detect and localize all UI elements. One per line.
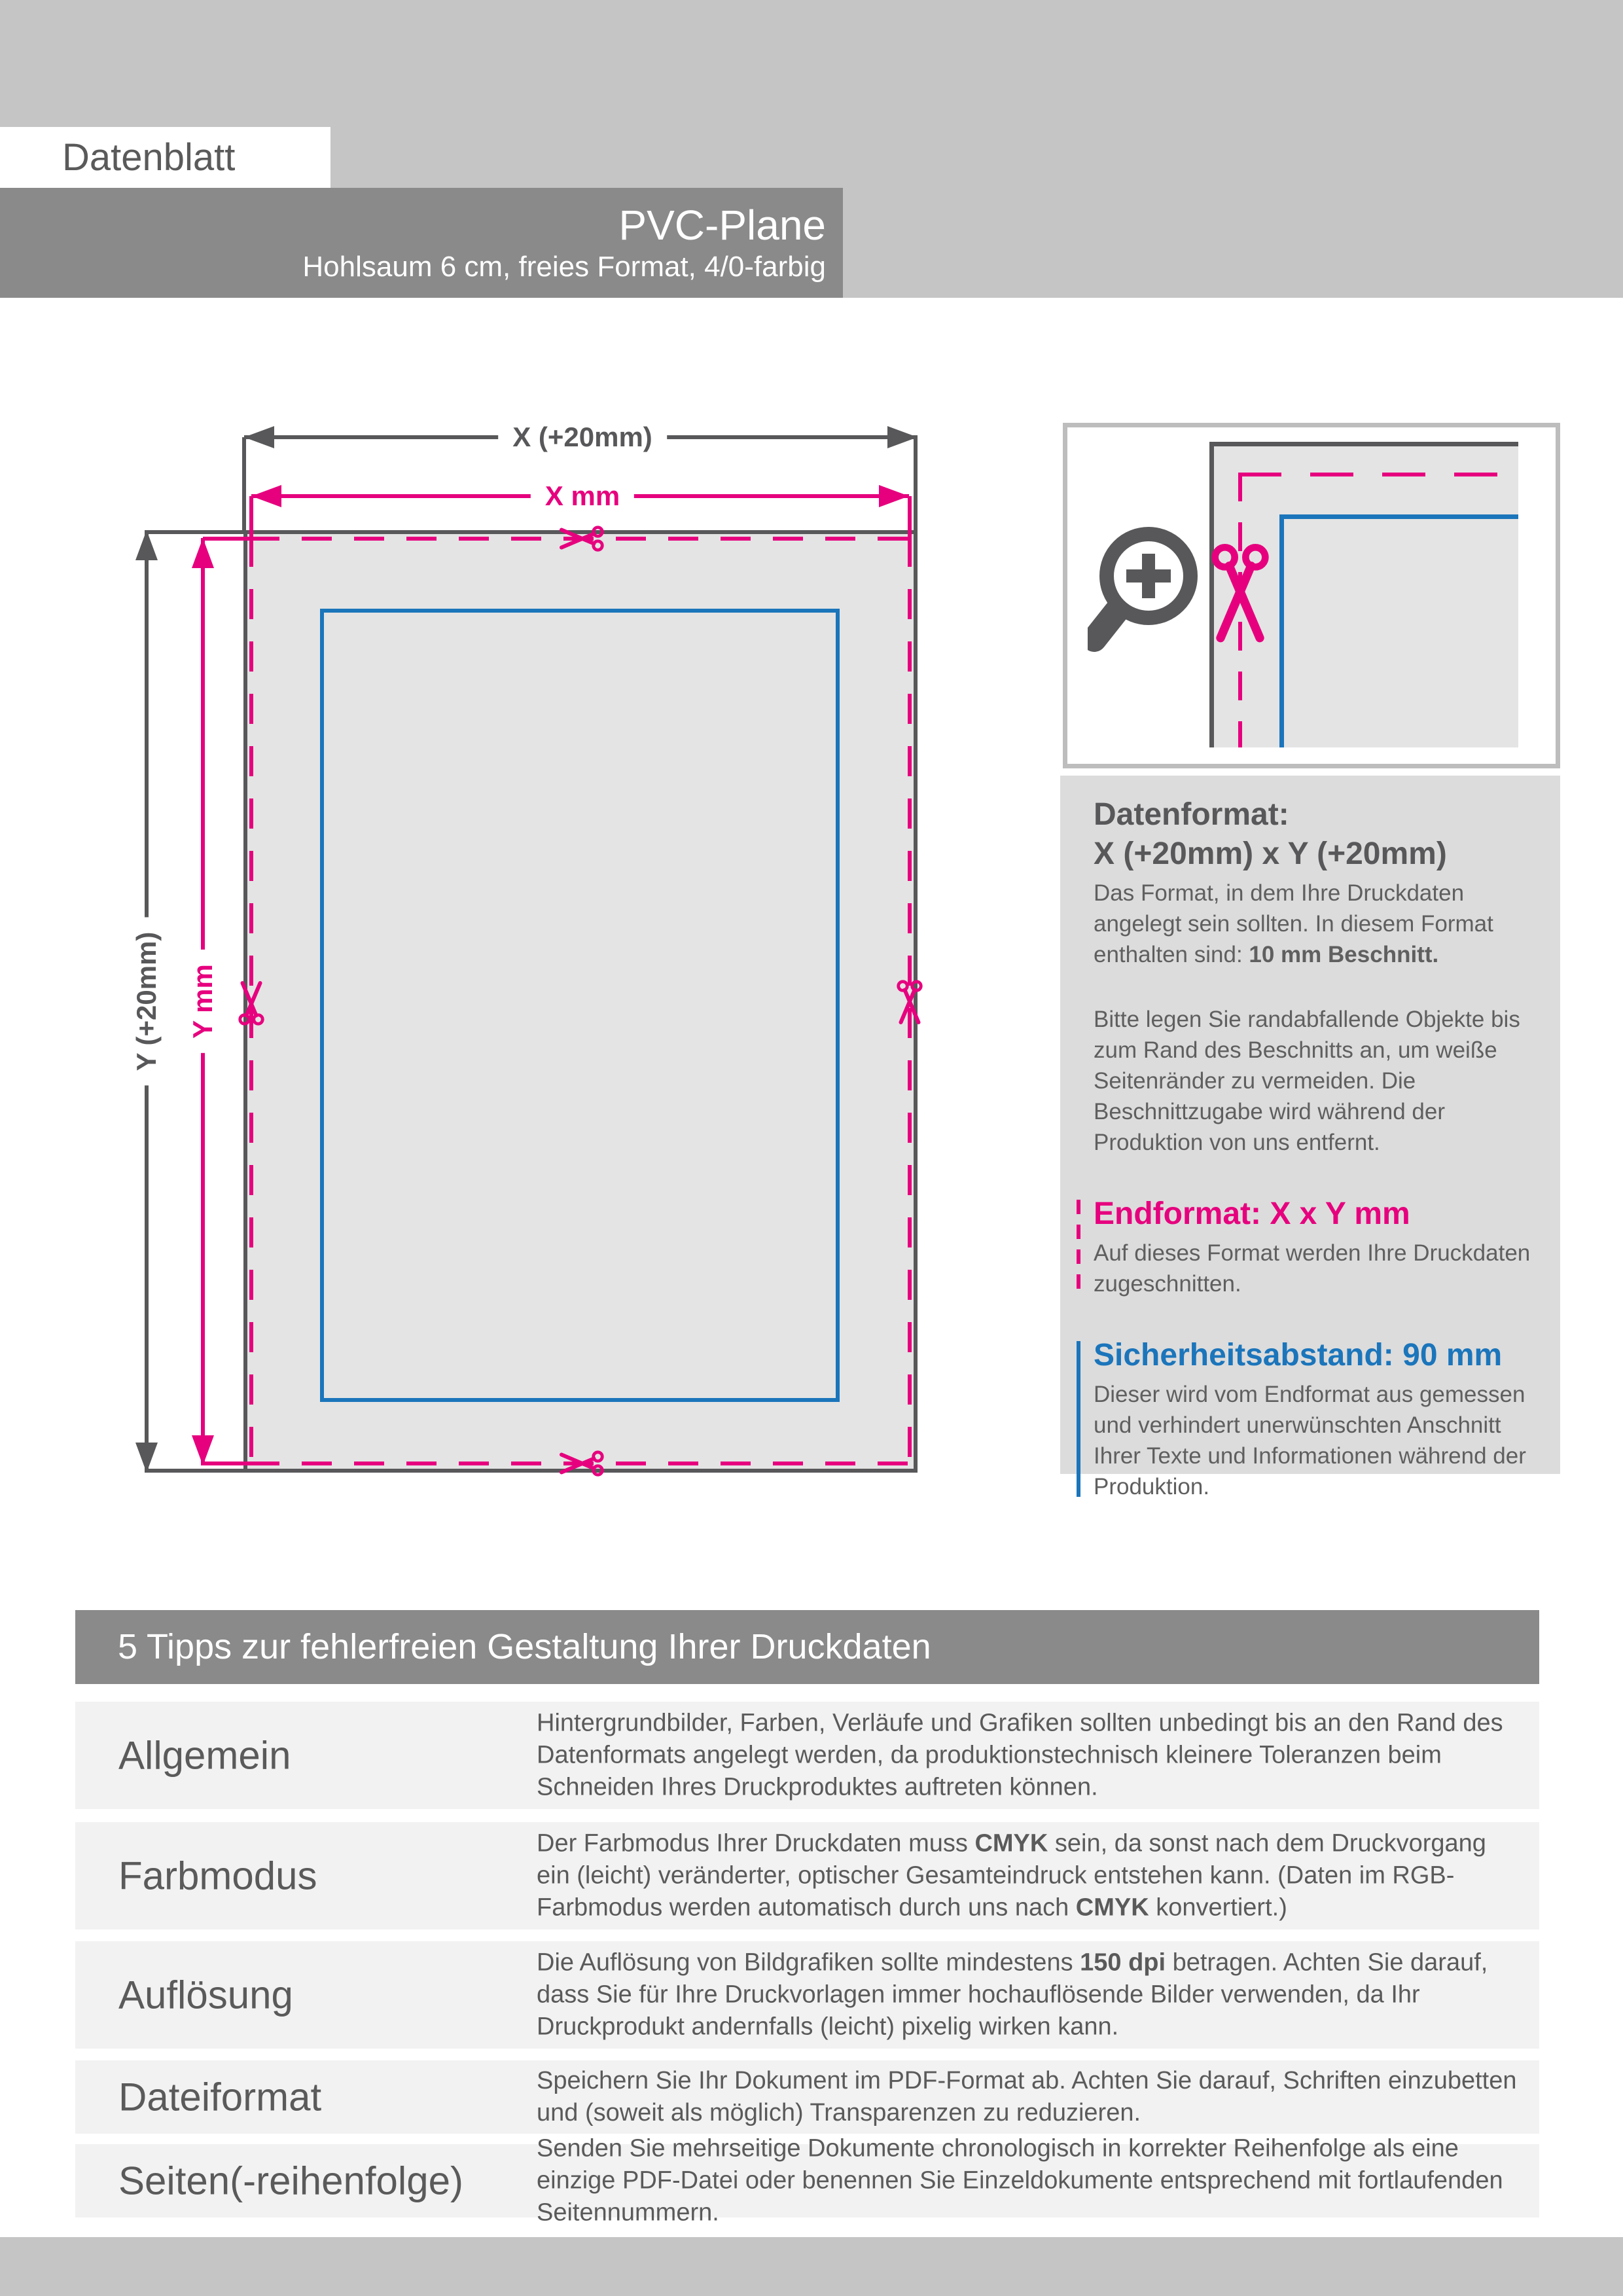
product-header-bar: [0, 188, 843, 298]
tip-text-segment: Hintergrundbilder, Farben, Verläufe und Grafiken sollten unbedingt bis an den Rand des Datenformats angelegt werden, da produktionstechnisch kleinere Toleranzen beim Schneiden Ihres Druckproduktes auftreten können.: [537, 1709, 1503, 1801]
dim-x-inner-label: X mm: [531, 480, 634, 512]
arrowhead-icon: [879, 485, 909, 507]
tip-text: [537, 2065, 1525, 2129]
datenformat-formula: X (+20mm) x Y (+20mm): [1094, 836, 1447, 871]
footer-band: [0, 2237, 1623, 2296]
tip-text-segment: Senden Sie mehrseitige Dokumente chronologisch in korrekter Reihenfolge als eine einzige PDF-Datei oder benennen Sie Einzeldokumente entsprechend mit fortlaufenden Seitennummern.: [537, 2134, 1503, 2227]
tip-row-dateiformat: [75, 2060, 1539, 2134]
datenformat-p1-bold: 10 mm Beschnitt.: [1249, 942, 1439, 967]
datenformat-title: Datenformat:: [1094, 797, 1289, 832]
datenformat-paragraph-2: Bitte legen Sie randabfallende Objekte bis zum Rand des Beschnitts an, um weiße Seitenränder zu vermeiden. Die Beschnittzugabe wird während der Produktion von uns entfernt.: [1094, 1007, 1520, 1155]
endformat-dash-marker: [1077, 1200, 1080, 1294]
product-title: PVC-Plane: [618, 202, 826, 249]
tip-text-segment: konvertiert.): [1149, 1893, 1287, 1922]
tips-title: 5 Tipps zur fehlerfreien Gestaltung Ihrer Druckdaten: [118, 1627, 931, 1666]
tip-label: Allgemein: [118, 1733, 291, 1778]
tip-text: [537, 2133, 1525, 2229]
dim-y-outer-ext-bottom: [147, 1469, 243, 1473]
tip-text-bold: CMYK: [974, 1829, 1048, 1857]
tip-text-segment: Der Farbmodus Ihrer Druckdaten muss: [537, 1829, 975, 1857]
safety-title: Sicherheitsabstand: 90 mm: [1094, 1338, 1503, 1372]
dim-x-outer-ext-right: [914, 437, 918, 532]
dim-x-inner-ext-right: [908, 496, 912, 538]
dim-y-inner-ext-top: [203, 537, 249, 541]
format-info-panel: [1060, 776, 1560, 1499]
tip-row-allgemein: [75, 1702, 1539, 1809]
tip-label: Auflösung: [118, 1973, 293, 2017]
detail-safety-line-v: [1279, 514, 1284, 747]
tip-text-segment: Die Auflösung von Bildgrafiken sollte mindestens: [537, 1948, 1080, 1977]
scissors-icon: [236, 979, 266, 1026]
dim-x-outer-ext-left: [242, 437, 246, 532]
scissors-icon: [895, 979, 925, 1026]
tip-text-segment: betragen. Achten Sie darauf, dass Sie für Ihre Druckvorlagen immer hochauflösende Bilder verwenden, da Ihr Druckprodukt andernfalls (leicht) pixelig wirken kann.: [537, 1948, 1488, 2041]
tip-text: [537, 1947, 1525, 2043]
datenblatt-label: Datenblatt: [62, 136, 236, 179]
tip-row-farbmodus: [75, 1822, 1539, 1929]
datenformat-paragraph-1: [1094, 878, 1542, 970]
safety-margin-rectangle: [320, 609, 840, 1402]
datenformat-p1-text: Das Format, in dem Ihre Druckdaten angelegt sein sollten. In diesem Format enthalten sind:: [1094, 880, 1493, 967]
tip-text: [537, 1708, 1525, 1804]
endformat-title: Endformat: X x Y mm: [1094, 1196, 1410, 1231]
tip-row-seitenreihenfolge: [75, 2134, 1539, 2227]
safety-text: Dieser wird vom Endformat aus gemessen und verhindert unerwünschten Anschnitt Ihrer Texte und Informationen während der Produktion.: [1094, 1382, 1526, 1499]
zoom-plus-icon: [1088, 512, 1212, 666]
arrowhead-icon: [192, 538, 214, 568]
tip-label: Farbmodus: [118, 1854, 317, 1898]
product-subtitle: Hohlsaum 6 cm, freies Format, 4/0-farbig: [302, 250, 826, 283]
tip-text-segment: Speichern Sie Ihr Dokument im PDF-Format ab. Achten Sie darauf, Schriften einzubetten und (soweit als möglich) Transparenzen zu reduzieren.: [537, 2067, 1517, 2126]
dim-y-outer-label: Y (+20mm): [131, 918, 162, 1086]
dim-y-inner-ext-bottom: [203, 1462, 249, 1465]
detail-safety-line-h: [1279, 514, 1518, 519]
safety-line-marker: [1077, 1341, 1080, 1497]
dim-y-inner-label: Y mm: [187, 950, 219, 1053]
scissors-icon: [1207, 542, 1274, 647]
arrowhead-icon: [251, 485, 281, 507]
dim-y-outer-ext-top: [147, 530, 243, 534]
tip-row-aufloesung: [75, 1941, 1539, 2049]
scissors-icon: [558, 524, 605, 554]
tip-label: Seiten(-reihenfolge): [118, 2159, 463, 2203]
tip-label: Dateiformat: [118, 2075, 322, 2119]
tip-text-segment: sein, da sonst nach dem Druckvorgang ein (leicht) veränderter, optischer Gesamteindruck entstehen kann. (Daten im RGB-Farbmodus werden automatisch durch uns nach: [537, 1829, 1486, 1922]
tips-title-bar: [75, 1610, 1539, 1684]
arrowhead-icon: [135, 530, 158, 560]
tip-text: [537, 1828, 1525, 1924]
arrowhead-icon: [244, 426, 274, 448]
tip-text-bold: 150 dpi: [1080, 1948, 1166, 1977]
scissors-icon: [558, 1448, 605, 1479]
dim-x-outer-label: X (+20mm): [498, 422, 667, 453]
endformat-text: Auf dieses Format werden Ihre Druckdaten zugeschnitten.: [1094, 1240, 1531, 1297]
dim-x-inner-ext-left: [249, 496, 253, 538]
detail-endformat-line-h: [1238, 473, 1518, 476]
datenblatt-tab: [0, 127, 330, 188]
endformat-callout: [1077, 1194, 1542, 1299]
tip-text-bold: CMYK: [1075, 1893, 1149, 1922]
safety-callout: [1077, 1336, 1542, 1502]
